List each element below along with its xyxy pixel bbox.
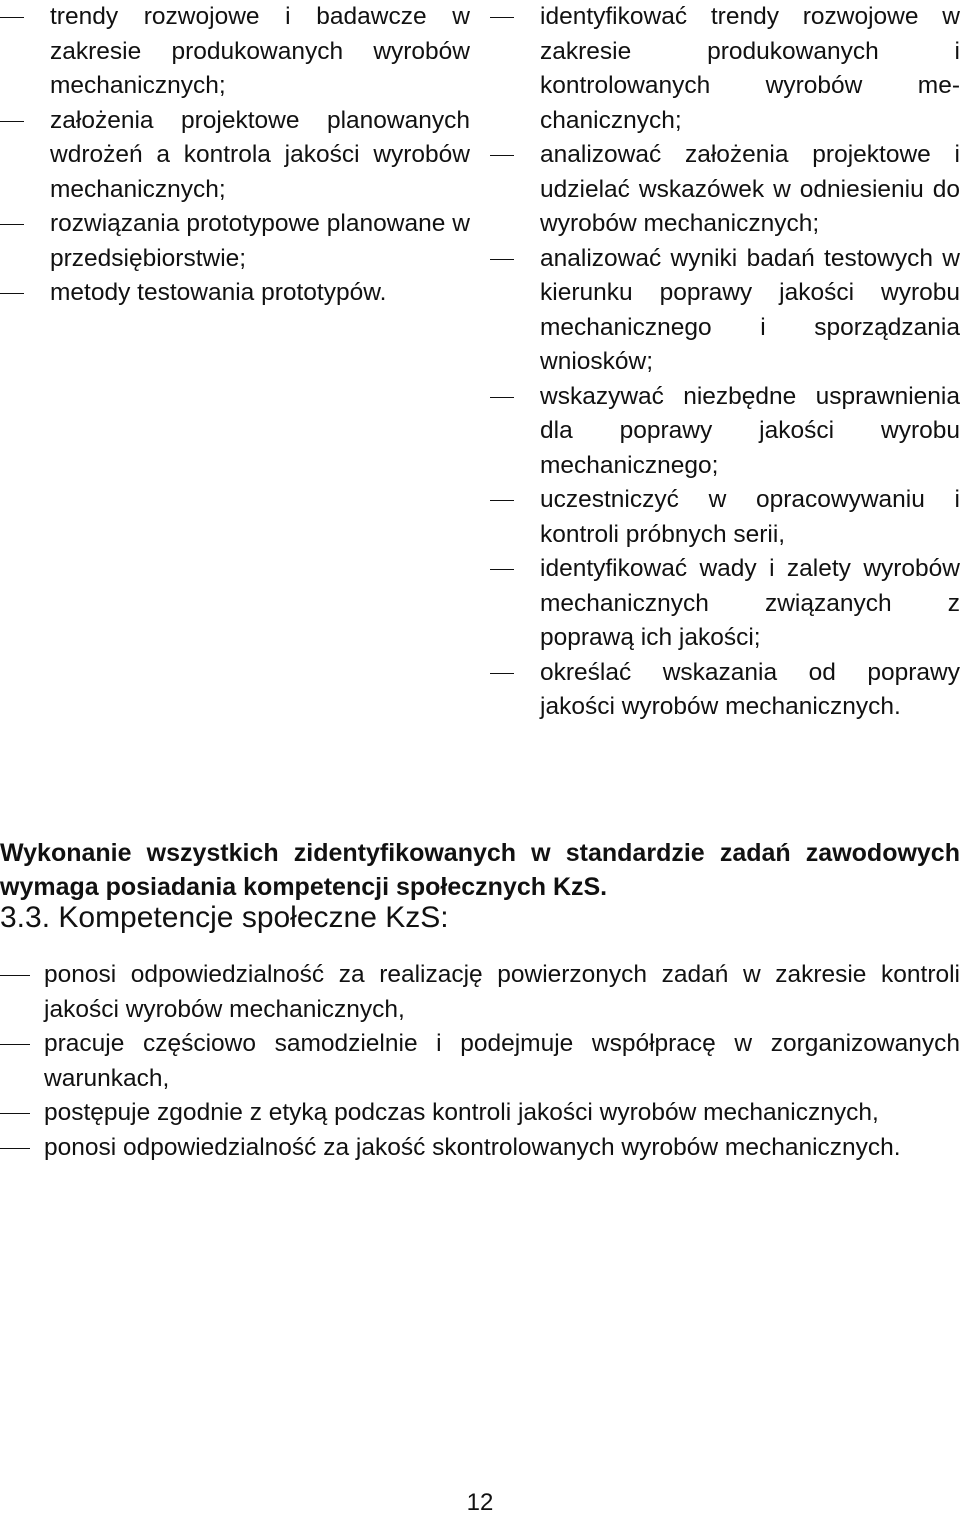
list-item: ponosi odpowiedzialność za realizację powierzonych zadań w zakresie kontroli jakości wyrobów mechanicznych, [0,958,960,1027]
left-column [0,0,470,311]
right-column [490,0,960,725]
list-item: analizować założenia projektowe i udzielać wskazówek w odniesieniu do wyrobów mechanicznych; [490,138,960,242]
list-item: identyfikować trendy rozwojowe w zakresie produkowanych i kontrolowanych wyrobów mechanicznych; [490,0,960,138]
social-competences-list [0,958,960,1165]
list-item: identyfikować wady i zalety wyrobów mechanicznych związanych z poprawą ich jakości; [490,552,960,656]
list-item: założenia projektowe planowanych wdrożeń a kontrola jakości wyrobów mechanicznych; [0,104,470,208]
page-number: 12 [466,1489,494,1516]
list-item: określać wskazania od poprawy jakości wyrobów mechanicznych. [490,656,960,725]
skills-list [490,0,960,725]
list-item: postępuje zgodnie z etyką podczas kontroli jakości wyrobów mechanicznych, [0,1096,960,1131]
summary-paragraph: Wykonanie wszystkich zidentyfikowanych w standardzie zadań zawodowych wymaga posiadania kompetencji społecznych KzS. [0,839,960,901]
section-heading: 3.3. Kompetencje społeczne KzS: [0,901,449,934]
list-item: uczestniczyć w opracowywaniu i kontroli próbnych serii, [490,483,960,552]
list-item: ponosi odpowiedzialność za jakość skontrolowanych wyrobów mechanicznych. [0,1131,960,1166]
list-item: metody testowania prototypów. [0,276,470,311]
list-item: pracuje częściowo samodzielnie i podejmuje współpracę w zorganizowanych warunkach, [0,1027,960,1096]
knowledge-list [0,0,470,311]
list-item: wskazywać niezbędne usprawnienia dla poprawy jakości wyrobu mechanicznego; [490,380,960,484]
list-item: trendy rozwojowe i badawcze w zakresie produkowanych wyrobów mechanicznych; [0,0,470,104]
list-item: rozwiązania prototypowe planowane w przedsiębiorstwie; [0,207,470,276]
social-competences-section [0,958,960,1165]
list-item: analizować wyniki badań testowych w kierunku poprawy jakości wyrobu mechanicznego i sporządzania wniosków; [490,242,960,380]
